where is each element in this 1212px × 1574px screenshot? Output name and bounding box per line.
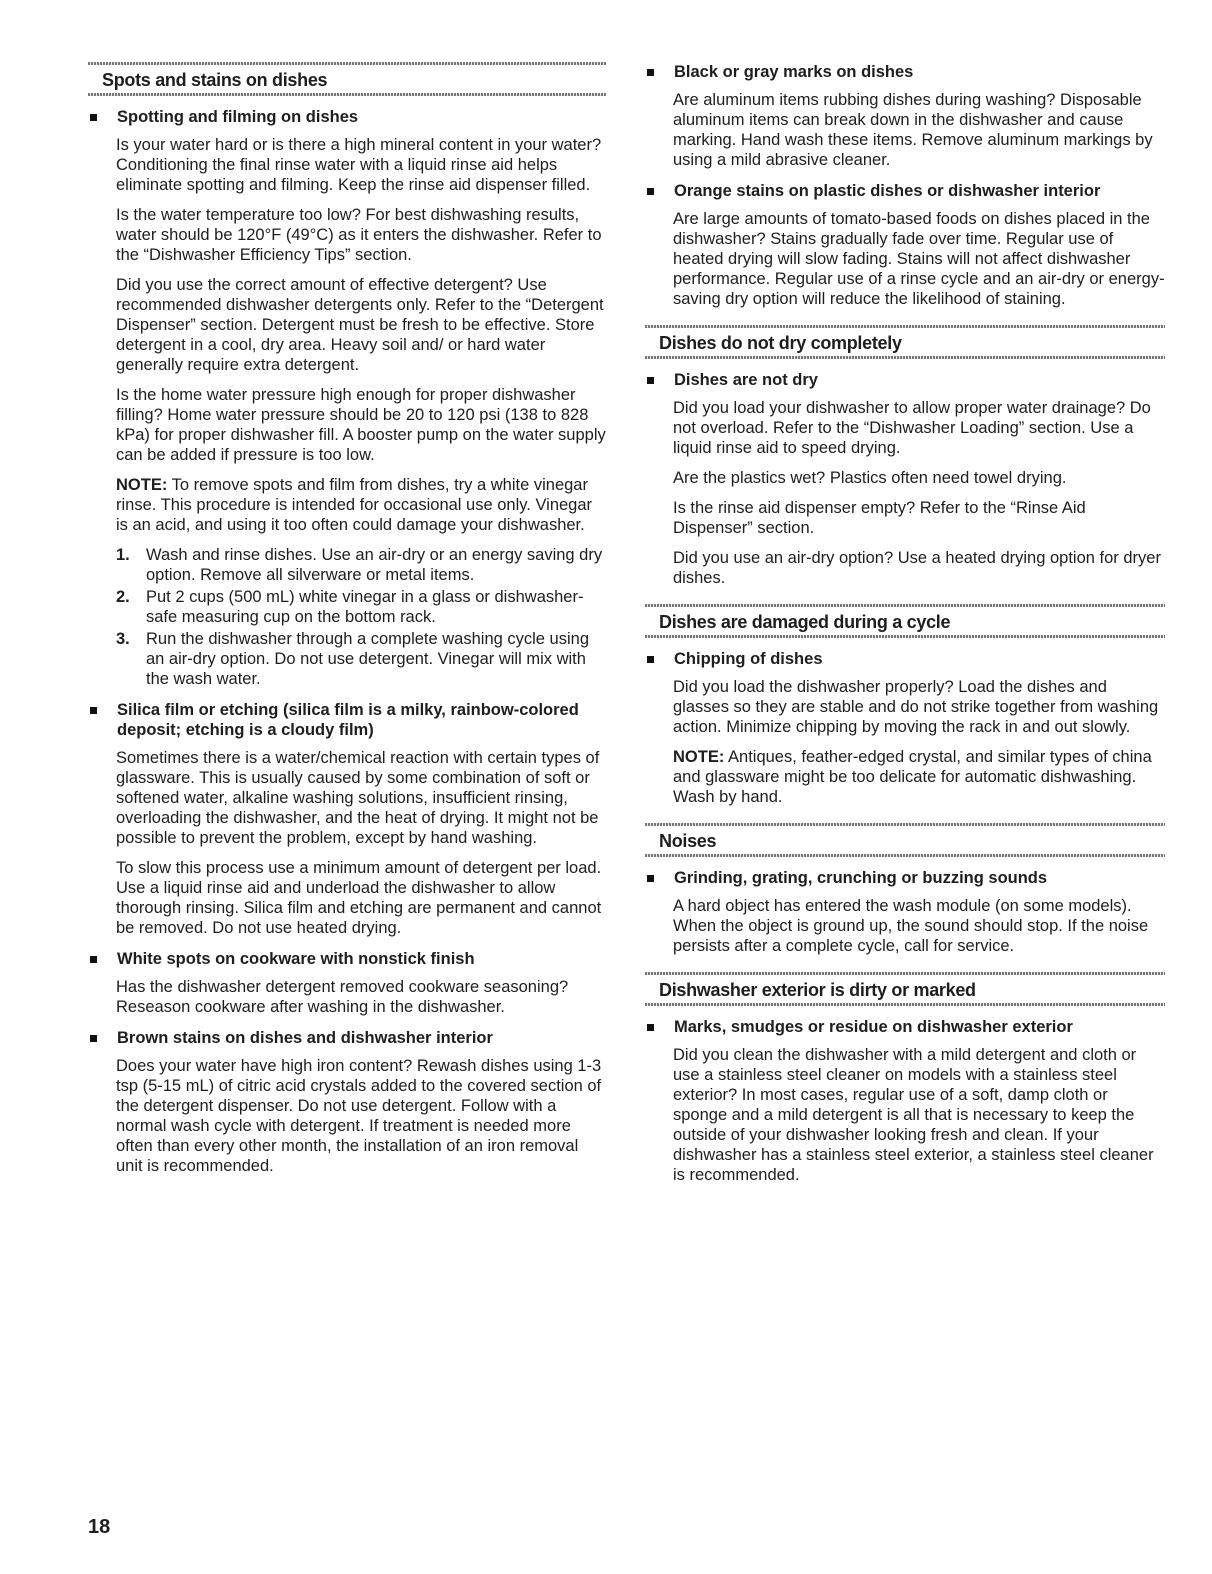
item-heading <box>645 181 1165 201</box>
note-text: Antiques, feather-edged crystal, and similar types of china and glassware might be too delicate for automatic dishwashing. Wash by hand. <box>673 748 1152 806</box>
paragraph: Is your water hard or is there a high mineral content in your water? Conditioning the final rinse water with a liquid rinse aid helps eliminate spotting and filming. Keep the rinse aid dispenser filled. <box>116 136 602 194</box>
paragraph: Are the plastics wet? Plastics often need towel drying. <box>673 469 1067 487</box>
item-heading <box>88 949 606 969</box>
paragraph: Did you use an air-dry option? Use a heated drying option for dryer dishes. <box>673 549 1161 587</box>
section-title: Dishwasher exterior is dirty or marked <box>659 980 976 1000</box>
section-title: Dishes do not dry completely <box>659 333 902 353</box>
item-heading <box>645 62 1165 82</box>
paragraph: Is the home water pressure high enough for proper dishwasher filling? Home water pressure should be 20 to 120 psi (138 to 828 kPa) for proper dishwasher fill. A booster pump on the water supply can be added if pressure is too low. <box>116 386 606 464</box>
item-heading <box>88 107 606 127</box>
list-item <box>116 545 606 585</box>
bullet-icon <box>90 707 97 714</box>
item-title: Dishes are not dry <box>674 371 818 389</box>
paragraph: A hard object has entered the wash module (on some models). When the object is ground up, the sound should stop. If the noise persists after a complete cycle, call for service. <box>673 897 1149 955</box>
item-heading <box>645 1017 1165 1037</box>
bullet-icon <box>647 656 654 663</box>
section-header-dry <box>645 325 1165 359</box>
step-text: Run the dishwasher through a complete washing cycle using an air-dry option. Do not use detergent. Vinegar will mix with the wash water. <box>146 630 590 688</box>
step-text: Put 2 cups (500 mL) white vinegar in a glass or dishwasher-safe measuring cup on the bottom rack. <box>146 588 584 626</box>
list-item <box>116 629 606 689</box>
item-title: Orange stains on plastic dishes or dishwasher interior <box>674 182 1101 200</box>
item-title: Silica film or etching (silica film is a milky, rainbow-colored deposit; etching is a cloudy film) <box>117 701 579 739</box>
item-title: Black or gray marks on dishes <box>674 63 914 81</box>
bullet-icon <box>647 69 654 76</box>
section-title: Spots and stains on dishes <box>102 70 328 90</box>
paragraph: Did you clean the dishwasher with a mild detergent and cloth or use a stainless steel cleaner on models with a stainless steel exterior? In most cases, regular use of a soft, damp cloth or sponge and a mild detergent is all that is necessary to keep the outside of your dishwasher looking fresh and clean. If your dishwasher has a stainless steel exterior, a stainless steel cleaner is recommended. <box>673 1046 1154 1184</box>
item-title: Grinding, grating, crunching or buzzing sounds <box>674 869 1048 887</box>
dotted-rule <box>645 635 1165 638</box>
item-title: Spotting and filming on dishes <box>117 108 359 126</box>
dotted-rule <box>645 1003 1165 1006</box>
bullet-icon <box>647 188 654 195</box>
item-title: White spots on cookware with nonstick finish <box>117 950 475 968</box>
paragraph: Has the dishwasher detergent removed cookware seasoning? Reseason cookware after washing in the dishwasher. <box>116 978 569 1016</box>
section-title: Dishes are damaged during a cycle <box>659 612 951 632</box>
paragraph: Are large amounts of tomato-based foods on dishes placed in the dishwasher? Stains gradually fade over time. Regular use of heated drying will slow fading. Stains will not affect dishwasher performance. Regular use of a rinse cycle and an air-dry or energy-saving dry option will reduce the likelihood of staining. <box>673 210 1165 308</box>
dotted-rule <box>645 854 1165 857</box>
step-number: 2. <box>116 588 130 606</box>
bullet-icon <box>90 956 97 963</box>
step-number: 3. <box>116 630 130 648</box>
paragraph: Does your water have high iron content? Rewash dishes using 1-3 tsp (5-15 mL) of citric acid crystals added to the covered section of the detergent dispenser. Do not use detergent. Follow with a normal wash cycle with detergent. If treatment is needed more often than every other month, the installation of an iron removal unit is recommended. <box>116 1057 602 1175</box>
item-heading <box>88 700 606 740</box>
item-heading <box>645 868 1165 888</box>
note-label: NOTE: <box>673 748 725 766</box>
section-header-damaged <box>645 604 1165 638</box>
step-text: Wash and rinse dishes. Use an air-dry or an energy saving dry option. Remove all silverware or metal items. <box>146 546 603 584</box>
paragraph: Sometimes there is a water/chemical reaction with certain types of glassware. This is usually caused by some combination of soft or softened water, alkaline washing solutions, insufficient rinsing, overloading the dishwasher, and the heat of drying. It might not be possible to prevent the problem, except by hand washing. <box>116 749 600 847</box>
dotted-rule <box>88 93 606 96</box>
note-text: To remove spots and film from dishes, try a white vinegar rinse. This procedure is intended for occasional use only. Vinegar is an acid, and using it too often could damage your dishwasher. <box>116 476 593 534</box>
paragraph: To slow this process use a minimum amount of detergent per load. Use a liquid rinse aid and underload the dishwasher to allow thorough rinsing. Silica film and etching are permanent and cannot be removed. Do not use heated drying. <box>116 859 602 937</box>
paragraph: Did you use the correct amount of effective detergent? Use recommended dishwasher detergents only. Refer to the “Detergent Dispenser” section. Detergent must be fresh to be effective. Store detergent in a cool, dry area. Heavy soil and/ or hard water generally require extra detergent. <box>116 276 604 374</box>
item-heading <box>645 649 1165 669</box>
paragraph: Is the water temperature too low? For best dishwashing results, water should be 120°F (49°C) as it enters the dishwasher. Refer to the “Dishwasher Efficiency Tips” section. <box>116 206 602 264</box>
item-heading <box>645 370 1165 390</box>
right-column <box>645 58 1165 1195</box>
dotted-rule <box>645 356 1165 359</box>
paragraph: Did you load your dishwasher to allow proper water drainage? Do not overload. Refer to the “Dishwasher Loading” section. Use a liquid rinse aid to speed drying. <box>673 399 1151 457</box>
item-title: Brown stains on dishes and dishwasher interior <box>117 1029 493 1047</box>
bullet-icon <box>90 1035 97 1042</box>
item-title: Chipping of dishes <box>674 650 823 668</box>
bullet-icon <box>647 377 654 384</box>
page-number: 18 <box>88 1516 111 1538</box>
section-header-noises <box>645 823 1165 857</box>
item-title: Marks, smudges or residue on dishwasher exterior <box>674 1018 1073 1036</box>
bullet-icon <box>90 114 97 121</box>
step-number: 1. <box>116 546 130 564</box>
section-title: Noises <box>659 831 717 851</box>
section-header-exterior <box>645 972 1165 1006</box>
paragraph: Are aluminum items rubbing dishes during washing? Disposable aluminum items can break down in the dishwasher and cause marking. Hand wash these items. Remove aluminum markings by using a mild abrasive cleaner. <box>673 91 1153 169</box>
item-heading <box>88 1028 606 1048</box>
section-header-spots <box>88 62 606 96</box>
paragraph: Is the rinse aid dispenser empty? Refer to the “Rinse Aid Dispenser” section. <box>673 499 1086 537</box>
note-paragraph <box>116 475 606 535</box>
bullet-icon <box>647 875 654 882</box>
steps-list <box>116 545 606 689</box>
list-item <box>116 587 606 627</box>
paragraph: Did you load the dishwasher properly? Load the dishes and glasses so they are stable and do not strike together from washing action. Minimize chipping by moving the rack in and out slowly. <box>673 678 1159 736</box>
note-label: NOTE: <box>116 476 168 494</box>
note-paragraph <box>673 747 1165 807</box>
left-column <box>88 62 606 1186</box>
bullet-icon <box>647 1024 654 1031</box>
